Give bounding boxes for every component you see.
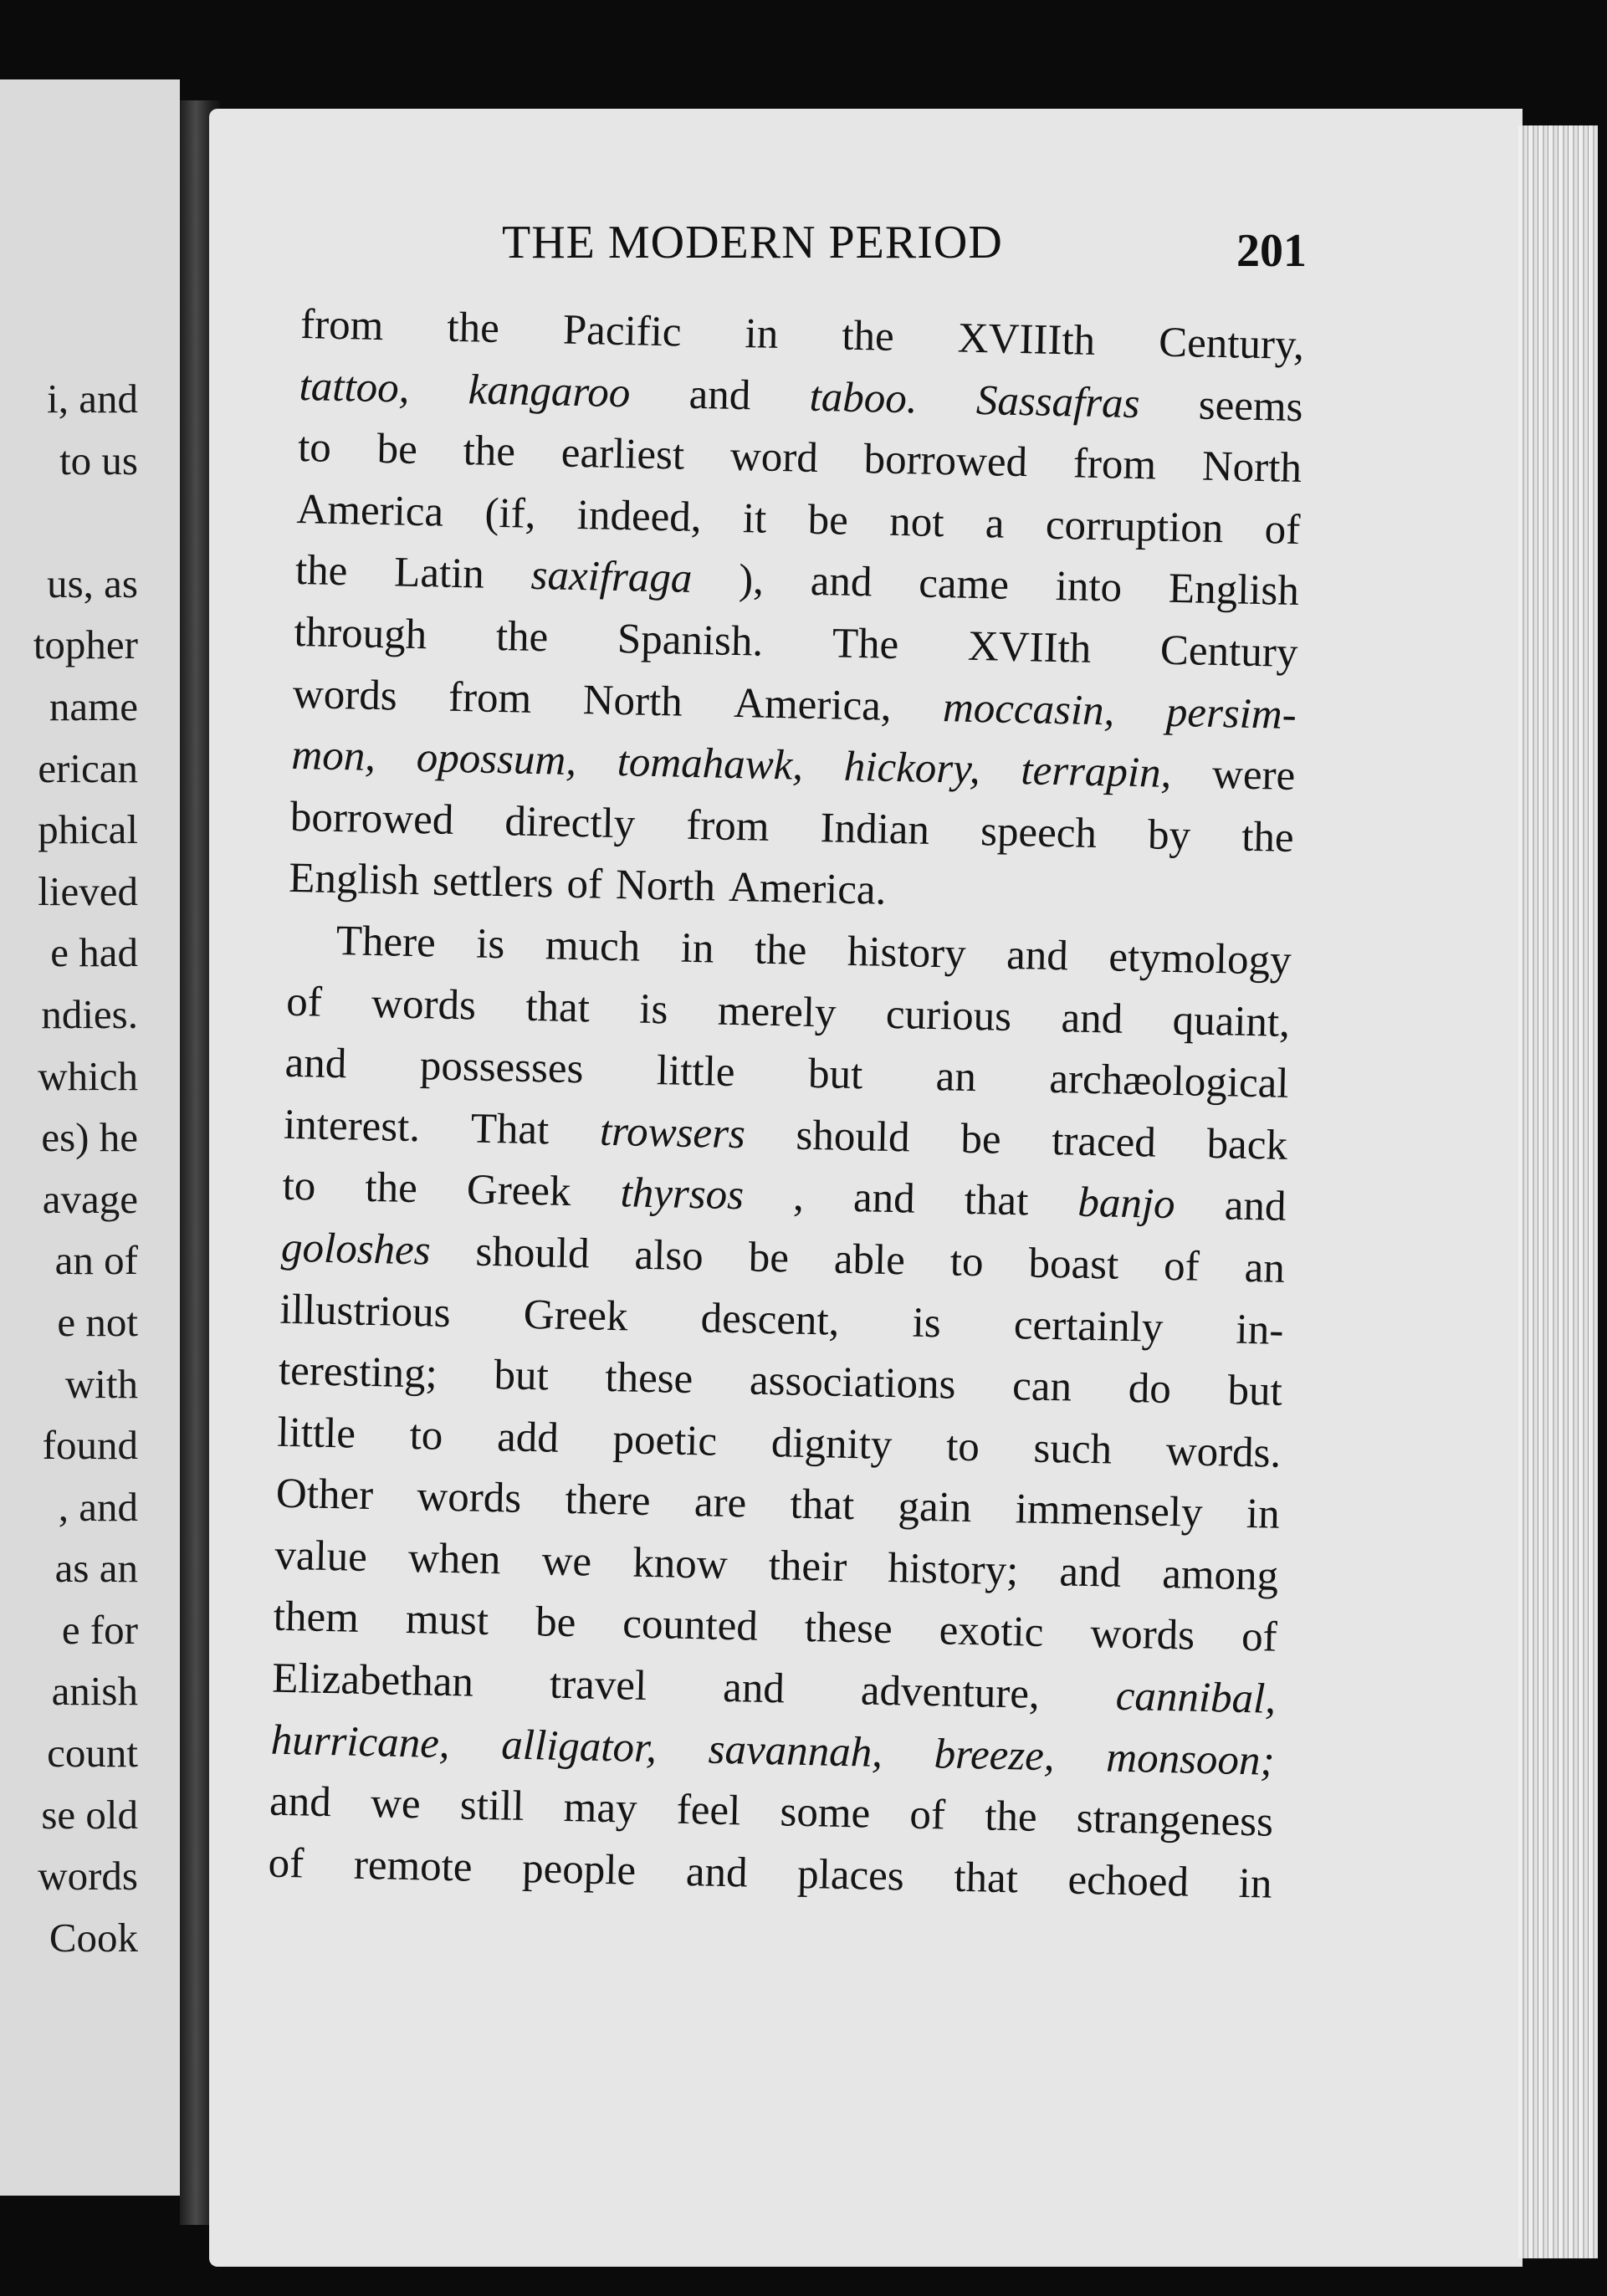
word: and (685, 1848, 749, 1897)
left-page-fragment: erican (38, 744, 138, 791)
word: dignity (770, 1419, 893, 1469)
word: trowsers (599, 1107, 746, 1158)
word: settlers (432, 857, 555, 908)
word: and (1006, 931, 1069, 980)
word: boast (1027, 1240, 1119, 1289)
word: exotic (939, 1607, 1044, 1657)
word: that (790, 1480, 855, 1530)
word: borrowed (289, 793, 454, 844)
word: some (779, 1788, 871, 1838)
word: and (810, 558, 873, 606)
word: be (748, 1234, 790, 1282)
word: know (632, 1539, 729, 1588)
word: directly (504, 797, 636, 848)
word: saxifraga (530, 552, 693, 603)
word: teresting; (278, 1347, 438, 1398)
word: curious (885, 990, 1012, 1041)
word: North (615, 862, 716, 911)
left-page-edge (0, 79, 180, 2196)
word: Sassafras (975, 376, 1141, 427)
left-page-fragment: ndies. (41, 990, 138, 1037)
word: words (371, 979, 477, 1030)
word: Pacific (562, 306, 683, 356)
left-page-fragment: topher (33, 621, 138, 668)
word: the (984, 1792, 1038, 1842)
word: we (370, 1780, 422, 1828)
word: Elizabethan (271, 1654, 474, 1706)
word: ), (738, 556, 765, 605)
left-page-fragment: e for (61, 1606, 138, 1653)
word: That (470, 1105, 550, 1154)
word: America, (733, 679, 893, 730)
word: XVIIth (967, 622, 1092, 672)
left-page-fragment: count (47, 1730, 138, 1777)
word: speech (980, 807, 1098, 857)
word: and (1058, 1548, 1122, 1597)
word: Century (1159, 626, 1298, 678)
word: but (807, 1051, 863, 1099)
word: illustrious (279, 1286, 452, 1337)
word: terrapin, (1020, 747, 1172, 798)
word: gain (897, 1483, 972, 1532)
word: of (1163, 1242, 1200, 1291)
left-page-fragment: i, and (47, 376, 138, 422)
word: word (729, 432, 819, 483)
word: taboo. (809, 373, 919, 423)
word: of (908, 1791, 946, 1839)
word: Greek (523, 1291, 629, 1340)
word: the (463, 427, 516, 476)
word: from (299, 300, 384, 350)
left-page-fragment: anish (51, 1668, 138, 1715)
left-page-fragment: words (38, 1853, 138, 1900)
left-page-text-fragments (33, 368, 138, 1968)
word: people (521, 1844, 637, 1895)
word: the (294, 547, 348, 596)
word: Greek (466, 1166, 572, 1216)
word: to (945, 1423, 980, 1470)
word: are (693, 1479, 747, 1527)
word: able (833, 1235, 906, 1285)
word: hurricane, (270, 1716, 451, 1767)
word: merely (717, 987, 837, 1037)
running-head: THE MODERN PERIOD (502, 217, 1003, 268)
word: them (273, 1593, 360, 1643)
word: (if, (484, 489, 537, 538)
word: of (566, 861, 603, 909)
word: and (722, 1664, 786, 1713)
word: and (852, 1174, 916, 1223)
left-page-fragment: avage (42, 1175, 138, 1222)
word: to (282, 1163, 316, 1210)
word: goloshes (280, 1224, 432, 1275)
word: tomahawk, (617, 739, 804, 790)
word: much (545, 922, 641, 971)
word: feel (676, 1787, 741, 1835)
word: an (1244, 1244, 1286, 1292)
word: we (541, 1537, 592, 1586)
word: and (1224, 1182, 1287, 1231)
word: is (475, 920, 505, 969)
word: descent, (700, 1294, 840, 1345)
word: these (804, 1604, 893, 1654)
word: counted (622, 1600, 759, 1651)
word: there (565, 1476, 652, 1526)
left-page-fragment (33, 491, 138, 553)
left-page-fragment: to us (59, 437, 138, 483)
left-page-fragment: found (42, 1422, 138, 1469)
word: banjo (1077, 1179, 1176, 1229)
word: North (1201, 442, 1302, 493)
word: Other (275, 1470, 374, 1520)
word: Indian (820, 804, 930, 854)
word: in (680, 924, 715, 973)
word: possesses (419, 1042, 585, 1093)
word: such (1033, 1424, 1113, 1474)
word: to (409, 1411, 443, 1460)
word: Century, (1158, 319, 1305, 370)
word: little (276, 1409, 356, 1458)
word: alligator, (500, 1721, 658, 1772)
word: of (1241, 1613, 1278, 1662)
word: came (918, 560, 1010, 610)
word: mon, (290, 732, 376, 781)
word: cannibal, (1115, 1672, 1277, 1723)
word: that (953, 1854, 1019, 1903)
word: be (807, 496, 849, 545)
word: must (405, 1596, 489, 1645)
word: words. (1165, 1427, 1282, 1477)
left-page-fragment: an of (54, 1237, 138, 1284)
word: to (297, 424, 332, 472)
left-page-fragment: phical (38, 806, 138, 853)
word: English (1168, 565, 1300, 616)
page-stack-edge (1518, 125, 1598, 2258)
left-page-fragment: with (64, 1360, 138, 1407)
word: value (274, 1532, 368, 1581)
word: certainly (1013, 1301, 1164, 1352)
word: not (888, 498, 945, 546)
word: their (768, 1542, 847, 1591)
word: that (964, 1177, 1029, 1225)
word: is (912, 1299, 942, 1347)
word: Latin (393, 549, 485, 599)
word: adventure, (860, 1667, 1041, 1718)
word: the (754, 926, 807, 974)
word: and (284, 1039, 347, 1088)
word: immensely (1015, 1485, 1204, 1537)
word: history; (887, 1544, 1019, 1595)
word: be (376, 426, 418, 474)
word: these (604, 1353, 693, 1404)
word: from (448, 673, 532, 723)
word: can (1011, 1363, 1072, 1411)
word: breeze, (934, 1730, 1056, 1780)
word: words (1089, 1610, 1195, 1660)
word: from (685, 801, 770, 851)
word: add (496, 1413, 560, 1462)
word: also (634, 1231, 704, 1281)
word: that (525, 983, 591, 1031)
word: words (292, 670, 398, 720)
word: traced (1051, 1117, 1157, 1167)
word: when (407, 1534, 502, 1584)
word: it (742, 494, 767, 543)
word: America (296, 485, 444, 536)
word: associations (749, 1357, 957, 1409)
word: of (268, 1839, 305, 1888)
word: be (535, 1598, 576, 1647)
word: indeed, (576, 491, 703, 541)
word: should (475, 1228, 591, 1278)
word: the (1241, 813, 1295, 862)
word: the (446, 304, 500, 352)
word: an (935, 1053, 977, 1102)
word: in (1246, 1491, 1281, 1539)
word: poetic (612, 1415, 718, 1465)
word: do (1128, 1365, 1172, 1414)
word: borrowed (863, 436, 1028, 487)
left-page-fragment: us, as (47, 560, 138, 606)
left-page-fragment: as an (54, 1545, 138, 1592)
word: but (1226, 1367, 1283, 1415)
word: of (1264, 505, 1301, 554)
body-text (268, 294, 1305, 1915)
word: quaint, (1172, 996, 1291, 1046)
word: should (796, 1112, 911, 1162)
left-page-fragment: lieved (38, 867, 138, 914)
word: kangaroo (468, 366, 631, 417)
word: hickory, (843, 743, 981, 794)
word: travel (549, 1660, 647, 1710)
word: of (285, 978, 323, 1026)
word: remote (353, 1841, 473, 1891)
word: the (841, 312, 895, 361)
word: little (656, 1047, 736, 1097)
word: The (832, 620, 899, 669)
word: may (563, 1784, 638, 1833)
word: in- (1236, 1306, 1284, 1354)
word: America. (728, 864, 887, 915)
left-page-fragment: Cook (49, 1914, 138, 1961)
word: by (1147, 811, 1191, 860)
word: monsoon; (1105, 1734, 1276, 1785)
word: among (1161, 1550, 1279, 1600)
word: , (792, 1173, 805, 1221)
word: strangeness (1076, 1795, 1274, 1846)
word: in (1238, 1859, 1272, 1908)
word: through (293, 608, 427, 659)
left-page-fragment: which (38, 1052, 138, 1099)
word: archæological (1048, 1056, 1290, 1108)
left-page-fragment: e had (50, 929, 138, 976)
word: the (364, 1164, 418, 1213)
word: still (459, 1782, 525, 1831)
word: There (335, 917, 437, 967)
word: North (582, 676, 683, 726)
word: and (1061, 994, 1123, 1043)
word: in (745, 310, 779, 358)
word: etymology (1108, 933, 1292, 984)
word: but (493, 1352, 550, 1400)
word: interest. (283, 1101, 421, 1151)
word: moccasin, (942, 683, 1115, 735)
left-page-fragment: name (49, 683, 138, 729)
page-number: 201 (1236, 225, 1307, 277)
word: tattoo, (299, 362, 411, 412)
word: into (1055, 563, 1123, 611)
word: and (688, 371, 751, 419)
word: thyrsos (620, 1169, 745, 1220)
word: Spanish. (617, 615, 764, 666)
left-page-fragment: se old (41, 1791, 138, 1838)
word: corruption (1045, 501, 1224, 552)
word: to (949, 1238, 985, 1286)
left-page-fragment: es) he (41, 1114, 138, 1161)
word: and (269, 1777, 332, 1827)
word: the (495, 612, 549, 662)
word: words (416, 1473, 522, 1523)
left-page-fragment: , and (58, 1483, 138, 1530)
word: English (288, 855, 420, 905)
word: places (796, 1850, 905, 1900)
word: echoed (1067, 1856, 1190, 1906)
left-page-fragment: e not (57, 1298, 138, 1345)
word: were (1211, 751, 1296, 800)
word: persim- (1165, 688, 1297, 739)
word: savannah, (708, 1726, 883, 1777)
word: is (638, 985, 668, 1033)
word: XVIIIth (957, 314, 1096, 365)
word: be (960, 1115, 1002, 1163)
word: seems (1198, 381, 1304, 431)
word: opossum, (416, 734, 577, 785)
word: back (1206, 1120, 1288, 1169)
word: from (1072, 440, 1157, 489)
word: a (985, 499, 1006, 548)
word: earliest (560, 429, 685, 479)
word: history (847, 928, 967, 978)
